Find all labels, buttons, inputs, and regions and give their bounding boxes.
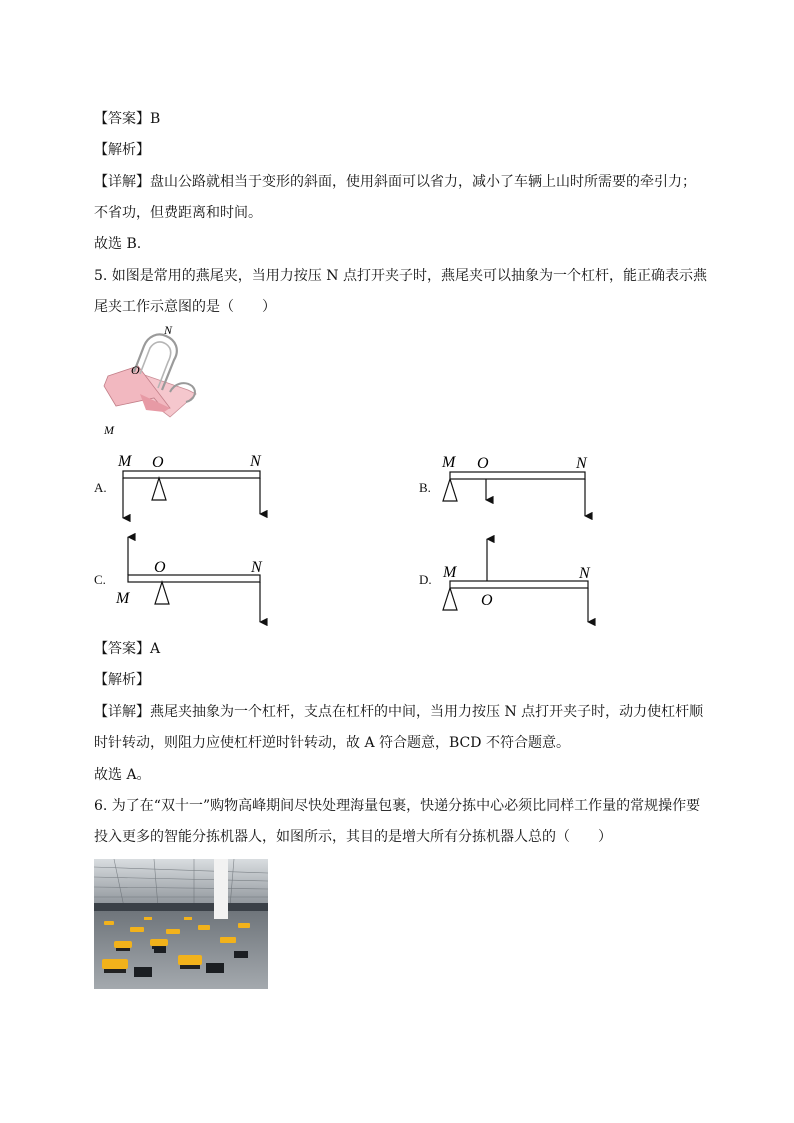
- option-c-n: N: [251, 559, 262, 576]
- option-b-diagram: [436, 452, 596, 522]
- q5-detail-line-2: 时针转动，则阻力应使杠杆逆时针转动，故 A 符合题意，BCD 不符合题意。: [94, 735, 570, 751]
- photo-back-wall: [94, 903, 268, 911]
- q5-stem-line-1: 5. 如图是常用的燕尾夹，当用力按压 N 点打开夹子时，燕尾夹可以抽象为一个杠杆，能正确表示燕: [94, 268, 707, 284]
- option-a-lever-bar: [123, 471, 260, 478]
- q4-conclusion: 故选 B.: [94, 236, 142, 252]
- option-b-label: B.: [419, 480, 431, 495]
- option-b-n: N: [576, 455, 587, 472]
- option-d-m: M: [443, 564, 457, 581]
- clip-label-m: M: [104, 423, 114, 437]
- option-c-o: O: [154, 559, 166, 576]
- option-d-diagram: [436, 532, 596, 628]
- option-d-label: D.: [419, 572, 432, 587]
- q5-answer-tag: 【答案】: [94, 641, 150, 657]
- clip-label-n: N: [164, 323, 173, 337]
- q4-detail-line-1: [94, 173, 696, 191]
- option-c-label: C.: [94, 572, 106, 587]
- option-c-fulcrum: [155, 582, 169, 604]
- q5-analysis-label: 【解析】: [94, 672, 150, 688]
- option-a-fulcrum: [152, 478, 166, 500]
- q6-stem-line-2: 投入更多的智能分拣机器人，如图所示，其目的是增大所有分拣机器人总的（ ）: [94, 829, 612, 845]
- q5-detail-tag: 【详解】: [94, 704, 150, 720]
- option-b-lever-bar: [450, 472, 585, 479]
- option-c-diagram: [110, 532, 270, 628]
- q4-answer-value: B: [150, 111, 161, 127]
- q5-conclusion: 故选 A。: [94, 767, 151, 783]
- photo-ceiling: [94, 859, 268, 909]
- clip-label-o: O: [131, 363, 140, 377]
- q5-detail-text-1: 燕尾夹抽象为一个杠杆，支点在杠杆的中间，当用力按压 N 点打开夹子时，动力使杠杆顺: [150, 704, 704, 720]
- option-d-lever-bar: [450, 581, 588, 588]
- option-d-fulcrum: [443, 588, 457, 610]
- option-a-n: N: [250, 453, 261, 470]
- q4-answer-line: [94, 110, 160, 128]
- q5-detail-line-1: [94, 703, 703, 721]
- q5-answer-value: A: [150, 641, 161, 657]
- q4-answer-tag: 【答案】: [94, 111, 150, 127]
- q6-stem-line-1: 6. 为了在“双十一”购物高峰期间尽快处理海量包裹，快递分拣中心必须比同样工作量的常规操作要: [94, 798, 701, 814]
- sorting-robots-photo: [94, 859, 268, 989]
- q5-stem-line-2: 尾夹工作示意图的是（ ）: [94, 299, 276, 315]
- option-d-o: O: [481, 592, 493, 609]
- option-a-diagram: [110, 450, 270, 522]
- option-c-m: M: [116, 590, 130, 607]
- q5-answer-line: [94, 640, 160, 658]
- q4-analysis-tag: [94, 141, 150, 159]
- option-b-fulcrum: [443, 479, 457, 501]
- q4-detail-line-2: 不省功，但费距离和时间。: [94, 205, 262, 221]
- q4-analysis-label: 【解析】: [94, 142, 150, 158]
- q5-analysis-tag: [94, 671, 150, 689]
- option-c-lever-bar: [128, 575, 260, 582]
- option-b-m: M: [442, 454, 456, 471]
- q4-detail-text-1: 盘山公路就相当于变形的斜面，使用斜面可以省力，减小了车辆上山时所需要的牵引力；: [150, 174, 696, 190]
- option-a-m: M: [118, 453, 132, 470]
- binder-clip-figure: [100, 322, 210, 442]
- option-b-o: O: [477, 455, 489, 472]
- q4-detail-tag: 【详解】: [94, 174, 150, 190]
- option-a-o: O: [152, 454, 164, 471]
- photo-pillar: [214, 859, 228, 919]
- option-d-n: N: [579, 565, 590, 582]
- option-a-label: A.: [94, 480, 107, 495]
